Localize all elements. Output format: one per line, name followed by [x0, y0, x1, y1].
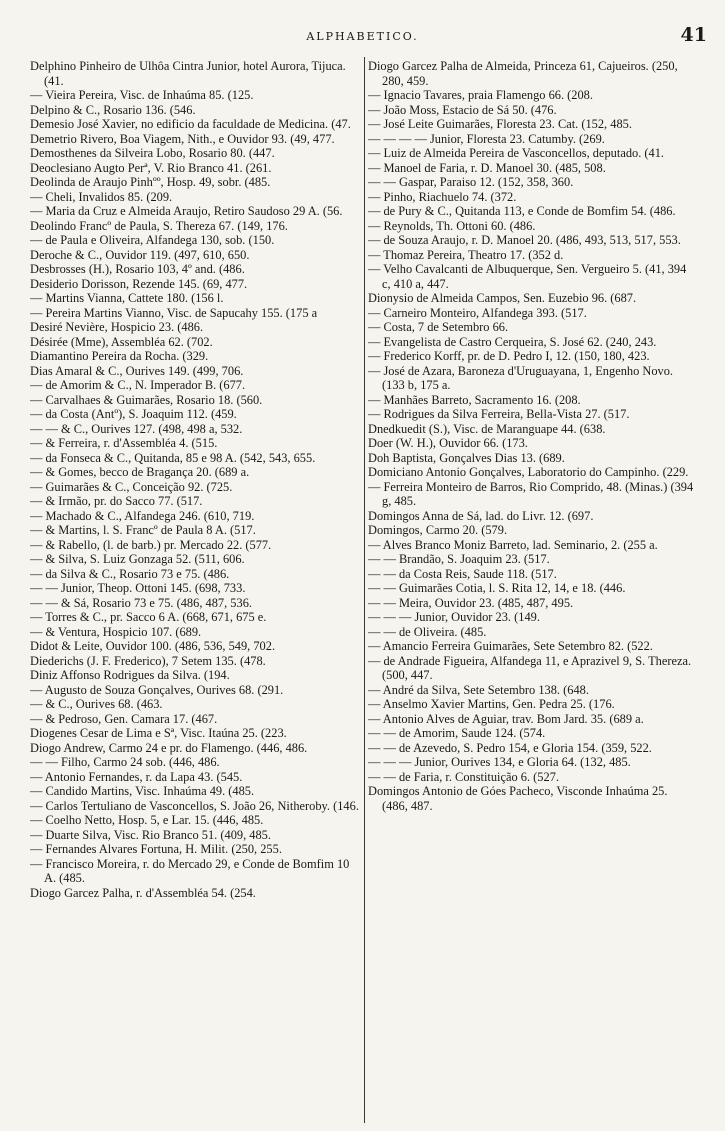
left-column [30, 59, 362, 1123]
directory-entry: Doer (W. H.), Ouvidor 66. (173. [368, 436, 528, 450]
directory-entry: — de Pury & C., Quitanda 113, e Conde de Bomfim 54. (486. [368, 204, 676, 218]
directory-entry: — Duarte Silva, Visc. Rio Branco 51. (409, 485. [30, 827, 271, 842]
directory-entry: — — Meira, Ouvidor 23. (485, 487, 495. [368, 595, 574, 610]
directory-entry: — André da Silva, Sete Setembro 138. (648. [368, 682, 589, 697]
directory-entry: — Manhães Barreto, Sacramento 16. (208. [368, 392, 581, 407]
directory-entry: — & Silva, S. Luiz Gonzaga 52. (511, 606. [30, 552, 245, 566]
directory-entry: Desiré Nevière, Hospicio 23. (486. [30, 320, 204, 334]
directory-entry: — Francisco Moreira, r. do Mercado 29, e Conde de Bomfim 10 A. (485. [30, 856, 350, 885]
right-column [368, 59, 696, 1123]
directory-entry: — de Andrade Figueira, Alfandega 11, e Aprazivel 9, S. Thereza. (500, 447. [368, 653, 692, 682]
directory-entry: Demosthenes da Silveira Lobo, Rosario 80. (447. [30, 146, 275, 160]
directory-entry: Demetrio Rivero, Boa Viagem, Nith., e Ouvidor 93. (49, 477. [30, 131, 335, 146]
directory-entry: — Augusto de Souza Gonçalves, Ourives 68. (291. [30, 682, 284, 697]
directory-entry: — — da Costa Reis, Saude 118. (517. [368, 566, 557, 581]
column-divider [364, 57, 365, 1123]
directory-entry: — de Souza Araujo, r. D. Manoel 20. (486, 493, 513, 517, 553. [368, 233, 681, 247]
directory-entry: Desiderio Dorisson, Rezende 145. (69, 477. [30, 276, 248, 291]
directory-entry: — Anselmo Xavier Martins, Gen. Pedra 25. (176. [368, 697, 615, 711]
directory-entry: Diogenes Cesar de Lima e Sª, Visc. Itaúna 25. (223. [30, 726, 287, 740]
directory-entry: — Alves Branco Moniz Barreto, lad. Seminario, 2. (255 a. [368, 537, 658, 552]
directory-entry: Delpino & C., Rosario 136. (546. [30, 102, 196, 117]
directory-entry: — & Rabello, (l. de barb.) pr. Mercado 22. (577. [30, 537, 272, 552]
directory-entry: Dionysio de Almeida Campos, Sen. Euzebio 96. (687. [368, 291, 637, 305]
directory-entry: — José Leite Guimarães, Floresta 23. Cat. (152, 485. [368, 117, 632, 131]
directory-entry: Deoclesiano Augto Perª, V. Rio Branco 41. (261. [30, 160, 272, 175]
directory-entry: — — de Oliveira. (485. [368, 624, 487, 639]
directory-entry: — & Ventura, Hospicio 107. (689. [30, 624, 202, 639]
directory-entry: — de Paula e Oliveira, Alfandega 130, sob. (150. [30, 233, 275, 247]
directory-entry: — Carneiro Monteiro, Alfandega 393. (517. [368, 305, 587, 320]
directory-entry: — Coelho Netto, Hosp. 5, e Lar. 15. (446, 485. [30, 813, 264, 827]
page-number: 41 [680, 24, 707, 46]
directory-entry: — Candido Martins, Visc. Inhaúma 49. (485. [30, 784, 255, 798]
directory-entry: — Amancio Ferreira Guimarães, Sete Setembro 82. (522. [368, 639, 653, 653]
directory-entry: — & C., Ourives 68. (463. [30, 697, 163, 711]
directory-entry: — Antonio Fernandes, r. da Lapa 43. (545. [30, 769, 243, 784]
directory-entry: Désirée (Mme), Assembléa 62. (702. [30, 334, 213, 349]
directory-entry: Demesio José Xavier, no edificio da faculdade de Medicina. (47. [30, 117, 351, 131]
directory-entry: — — de Azevedo, S. Pedro 154, e Gloria 154. (359, 522. [368, 740, 652, 755]
directory-entry: — — — — Junior, Floresta 23. Catumby. (269. [368, 131, 605, 146]
directory-entry: Diniz Affonso Rodrigues da Silva. (194. [30, 668, 230, 682]
directory-entry: — Ferreira Monteiro de Barros, Rio Comprido, 48. (Minas.) (394 g, 485. [368, 479, 694, 508]
directory-entry: Diogo Andrew, Carmo 24 e pr. do Flamengo. (446, 486. [30, 740, 308, 755]
directory-entry: — — Filho, Carmo 24 sob. (446, 486. [30, 755, 220, 769]
directory-entry: Desbrosses (H.), Rosario 103, 4º and. (486. [30, 262, 245, 276]
directory-entry: — & Gomes, becco de Bragança 20. (689 a. [30, 465, 250, 479]
directory-entry: — Machado & C., Alfandega 246. (610, 719. [30, 508, 255, 523]
directory-entry: — Martins Vianna, Cattete 180. (156 l. [30, 291, 224, 305]
directory-entry: — da Silva & C., Rosario 73 e 75. (486. [30, 566, 230, 581]
directory-entry: — Pinho, Riachuelo 74. (372. [368, 189, 517, 204]
directory-entry: — Evangelista de Castro Cerqueira, S. José 62. (240, 243. [368, 334, 657, 349]
directory-entry: Diogo Garcez Palha de Almeida, Princeza 61, Cajueiros. (250, 280, 459. [368, 59, 678, 88]
directory-entry: Didot & Leite, Ouvidor 100. (486, 536, 549, 702. [30, 639, 276, 653]
directory-entry: — Antonio Alves de Aguiar, trav. Bom Jard. 35. (689 a. [368, 711, 644, 726]
running-title: ALPHABETICO. [306, 30, 419, 43]
directory-entry: — Frederico Korff, pr. de D. Pedro I, 12. (150, 180, 423. [368, 349, 650, 363]
directory-entry: Domingos Antonio de Góes Pacheco, Visconde Inhaúma 25. (486, 487. [368, 784, 668, 813]
directory-entry: — José de Azara, Baroneza d'Uruguayana, 1, Engenho Novo. (133 b, 175 a. [368, 363, 674, 392]
directory-entry: Deroche & C., Ouvidor 119. (497, 610, 650. [30, 247, 250, 262]
directory-entry: — Guimarães & C., Conceição 92. (725. [30, 479, 233, 494]
directory-entry: — — Junior, Theop. Ottoni 145. (698, 733. [30, 581, 246, 595]
directory-entry: — Thomaz Pereira, Theatro 17. (352 d. [368, 247, 564, 262]
directory-entry: — Vieira Pereira, Visc. de Inhaúma 85. (125. [30, 88, 254, 102]
directory-entry: — Ignacio Tavares, praia Flamengo 66. (208. [368, 88, 593, 102]
directory-entry: Diederichs (J. F. Frederico), 7 Setem 135. (478. [30, 653, 266, 668]
directory-entry: Dias Amaral & C., Ourives 149. (499, 706. [30, 363, 244, 378]
directory-entry: — da Costa (Antº), S. Joaquim 112. (459. [30, 407, 237, 421]
directory-entry: Dnedkuedit (S.), Visc. de Maranguape 44. (638. [368, 421, 606, 436]
directory-entry: — Cheli, Invalidos 85. (209. [30, 189, 173, 204]
directory-entry: — Fernandes Alvares Fortuna, H. Milit. (250, 255. [30, 842, 282, 856]
directory-entry: — Rodrigues da Silva Ferreira, Bella-Vista 27. (517. [368, 407, 630, 421]
directory-entry: — — & C., Ourives 127. (498, 498 a, 532. [30, 421, 243, 436]
directory-entry: Doh Baptista, Gonçalves Dias 13. (689. [368, 450, 565, 465]
directory-entry: Domiciano Antonio Gonçalves, Laboratorio do Campinho. (229. [368, 465, 689, 479]
directory-entry: — Carlos Tertuliano de Vasconcellos, S. João 26, Nitheroby. (146. [30, 798, 359, 813]
directory-entry: — — & Sá, Rosario 73 e 75. (486, 487, 536. [30, 595, 252, 610]
directory-entry: — — — Junior, Ouvidor 23. (149. [368, 610, 540, 624]
directory-entry: — Reynolds, Th. Ottoni 60. (486. [368, 218, 536, 233]
directory-entry: — — de Faria, r. Constituição 6. (527. [368, 769, 559, 784]
directory-entry: — da Fonseca & C., Quitanda, 85 e 98 A. (542, 543, 655. [30, 450, 316, 465]
directory-entry: Diamantino Pereira da Rocha. (329. [30, 349, 209, 363]
directory-entry: — & Martins, l. S. Francº de Paula 8 A. (517. [30, 523, 256, 537]
directory-entry: Delphino Pinheiro de Ulhôa Cintra Junior, hotel Aurora, Tijuca. (41. [30, 59, 346, 88]
directory-entry: — Maria da Cruz e Almeida Araujo, Retiro Saudoso 29 A. (56. [30, 204, 343, 218]
directory-entry: — Manoel de Faria, r. D. Manoel 30. (485, 508. [368, 160, 606, 175]
directory-entry: — Luiz de Almeida Pereira de Vasconcellos, deputado. (41. [368, 146, 665, 160]
directory-entry: — & Pedroso, Gen. Camara 17. (467. [30, 711, 218, 726]
directory-entry: — Torres & C., pr. Sacco 6 A. (668, 671, 675 e. [30, 610, 267, 624]
directory-entry: Diogo Garcez Palha, r. d'Assembléa 54. (254. [30, 885, 256, 900]
directory-entry: — João Moss, Estacio de Sá 50. (476. [368, 102, 557, 117]
directory-entry: — Velho Cavalcanti de Albuquerque, Sen. Vergueiro 5. (41, 394 c, 410 a, 447. [368, 262, 687, 291]
directory-entry: — de Amorim & C., N. Imperador B. (677. [30, 378, 246, 392]
directory-entry: — Costa, 7 de Setembro 66. [368, 320, 509, 334]
directory-entry: Deolinda de Araujo Pinhºº, Hosp. 49, sobr. (485. [30, 175, 271, 189]
directory-entry: — — Gaspar, Paraiso 12. (152, 358, 360. [368, 175, 574, 189]
directory-entry: — & Ferreira, r. d'Assembléa 4. (515. [30, 436, 218, 450]
directory-entry: Domingos, Carmo 20. (579. [368, 523, 508, 537]
directory-entry: — Pereira Martins Vianno, Visc. de Sapucahy 155. (175 a [30, 305, 318, 320]
directory-entry: — — de Amorim, Saude 124. (574. [368, 726, 546, 740]
directory-entry: — & Irmão, pr. do Sacco 77. (517. [30, 494, 203, 508]
directory-entry: — — Brandão, S. Joaquim 23. (517. [368, 552, 550, 566]
directory-entry: Domingos Anna de Sá, lad. do Livr. 12. (697. [368, 508, 594, 523]
directory-entry: — — — Junior, Ourives 134, e Gloria 64. (132, 485. [368, 755, 631, 769]
directory-entry: Deolindo Francº de Paula, S. Thereza 67. (149, 176. [30, 218, 288, 233]
directory-entry: — Carvalhaes & Guimarães, Rosario 18. (560. [30, 392, 263, 407]
directory-entry: — — Guimarães Cotia, l. S. Rita 12, 14, e 18. (446. [368, 581, 626, 595]
